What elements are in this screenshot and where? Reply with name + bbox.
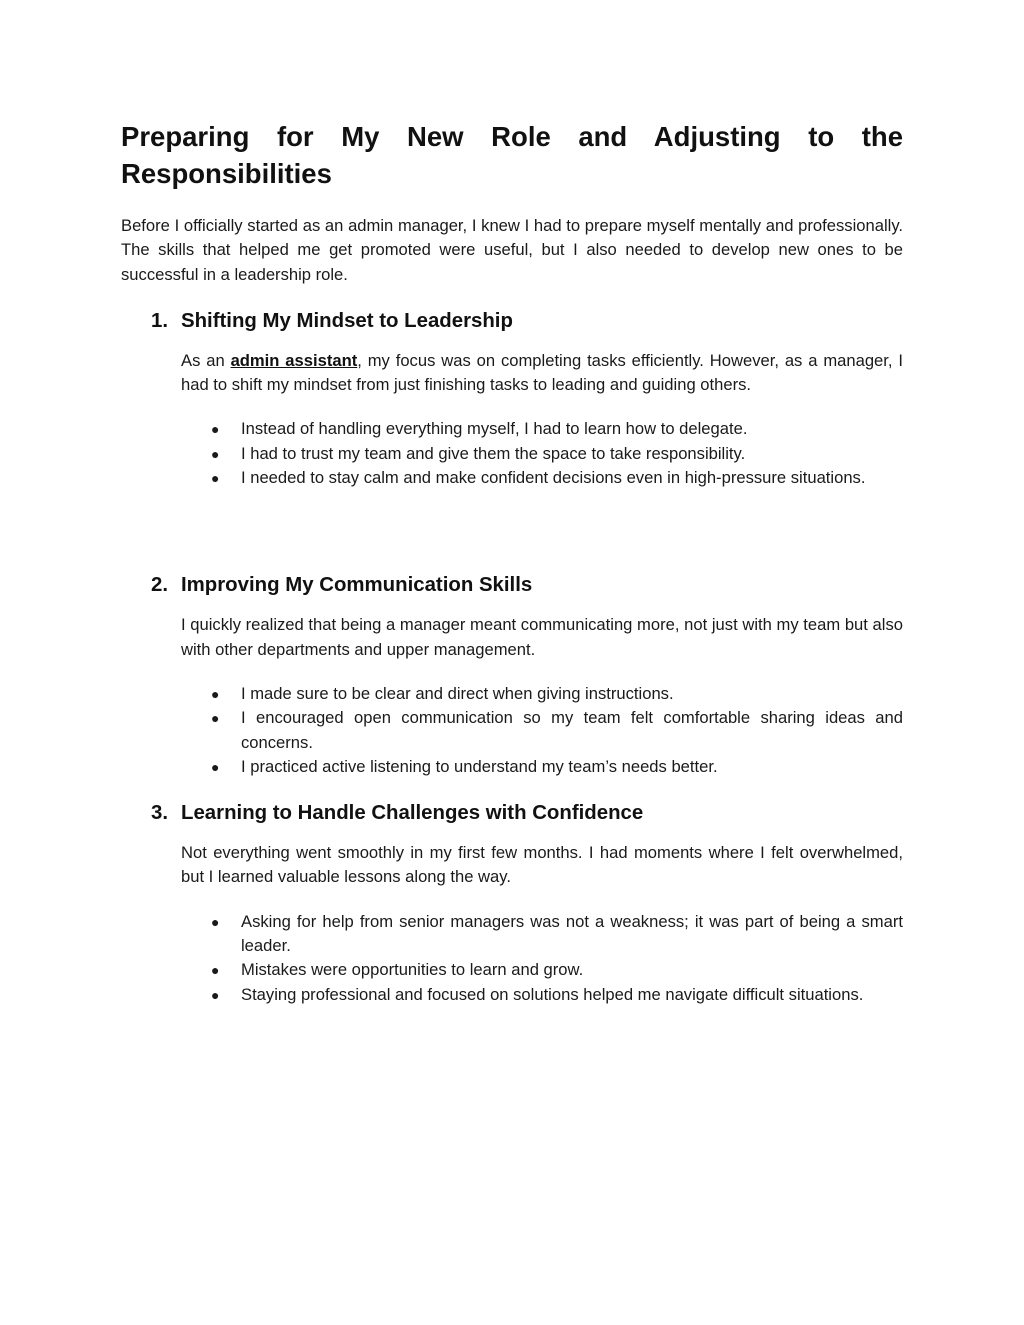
list-item <box>181 442 903 466</box>
list-item-text: I needed to stay calm and make confident decisions even in high-pressure situations. <box>241 468 866 488</box>
bullet-icon: ● <box>211 913 220 930</box>
section-paragraph <box>181 349 903 398</box>
section-paragraph: Not everything went smoothly in my first few months. I had moments where I felt overwhelmed, but I learned valuable lessons along the way. <box>181 843 903 887</box>
section-body <box>181 613 903 779</box>
section-heading <box>151 307 903 335</box>
section-3 <box>151 799 903 1007</box>
section-2 <box>151 571 903 779</box>
list-item <box>181 706 903 755</box>
bullet-icon: ● <box>211 421 220 438</box>
list-item-text: I practiced active listening to understand my team’s needs better. <box>241 756 718 776</box>
section-heading <box>151 571 903 599</box>
paragraph-text: , my focus was on completing tasks efficiently. However, as a manager, I had to shift my mindset from just finishing tasks to leading and guiding others. <box>181 350 903 395</box>
section-heading <box>151 799 903 827</box>
list-item <box>181 755 903 779</box>
section-number: 1. <box>151 309 169 332</box>
blank-space <box>121 490 903 551</box>
list-item <box>181 682 903 706</box>
list-item-text: Asking for help from senior managers was not a weakness; it was part of being a smart leader. <box>241 911 903 956</box>
section-number: 3. <box>151 802 169 825</box>
admin-assistant-link[interactable]: admin assistant <box>230 350 358 370</box>
list-item <box>181 958 903 982</box>
list-item-text: Mistakes were opportunities to learn and grow. <box>241 960 584 980</box>
list-item-text: I had to trust my team and give them the space to take responsibility. <box>241 443 746 463</box>
bullet-icon: ● <box>211 685 220 702</box>
list-item <box>181 983 903 1007</box>
bullet-icon: ● <box>211 470 220 487</box>
list-item <box>181 910 903 959</box>
section-body <box>181 349 903 490</box>
section-paragraph: I quickly realized that being a manager meant communicating more, not just with my team but also with other departments and upper management. <box>181 615 903 659</box>
section-body <box>181 841 903 1007</box>
bullet-list <box>181 682 903 779</box>
list-item <box>181 417 903 441</box>
list-item-text: I made sure to be clear and direct when giving instructions. <box>241 683 674 703</box>
paragraph-text: As an <box>181 350 231 370</box>
section-1 <box>151 307 903 490</box>
section-title: Learning to Handle Challenges with Confidence <box>181 802 644 825</box>
list-item-text: Instead of handling everything myself, I had to learn how to delegate. <box>241 419 748 439</box>
document-title: Preparing for My New Role and Adjusting to the Responsibilities <box>121 121 903 189</box>
list-item <box>181 466 903 490</box>
bullet-icon: ● <box>211 758 220 775</box>
list-item-text: I encouraged open communication so my team felt comfortable sharing ideas and concerns. <box>241 708 903 752</box>
bullet-icon: ● <box>211 445 220 462</box>
bullet-icon: ● <box>211 710 220 727</box>
intro-paragraph: Before I officially started as an admin manager, I knew I had to prepare myself mentally and professionally. The skills that helped me get promoted were useful, but I also needed to develop new ones to be successful in a leadership role. <box>121 216 903 284</box>
bullet-icon: ● <box>211 962 220 979</box>
document-page <box>121 118 903 1007</box>
section-title: Shifting My Mindset to Leadership <box>181 309 513 332</box>
list-item-text: Staying professional and focused on solutions helped me navigate difficult situations. <box>241 984 864 1004</box>
section-title: Improving My Communication Skills <box>181 574 533 597</box>
bullet-list <box>181 417 903 490</box>
bullet-list <box>181 910 903 1007</box>
bullet-icon: ● <box>211 986 220 1003</box>
section-number: 2. <box>151 574 169 597</box>
